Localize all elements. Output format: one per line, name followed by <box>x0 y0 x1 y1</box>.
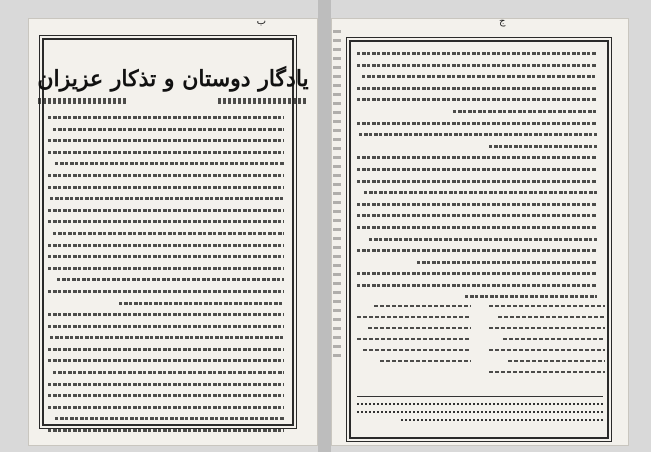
left-page-marker: ب <box>256 18 266 27</box>
text-line <box>48 379 284 391</box>
text-line <box>357 118 597 130</box>
text-line <box>357 199 597 211</box>
epigraph-right-scan <box>218 98 308 104</box>
epigraph-left-scan <box>38 98 128 104</box>
text-line <box>48 286 284 298</box>
text-line <box>357 94 597 106</box>
text-line <box>48 228 284 240</box>
text-line <box>48 274 284 286</box>
text-line <box>357 106 597 118</box>
left-body-text <box>48 112 284 437</box>
text-line <box>48 158 284 170</box>
text-line <box>48 205 284 217</box>
right-page-marker: ج <box>499 18 506 27</box>
text-line <box>48 367 284 379</box>
text-line <box>357 257 597 269</box>
text-line <box>48 298 284 310</box>
text-line <box>48 355 284 367</box>
text-line <box>357 268 597 280</box>
text-line <box>357 176 597 188</box>
text-line <box>357 152 597 164</box>
right-body-text <box>357 48 597 303</box>
text-line <box>357 60 597 72</box>
text-line <box>357 280 597 292</box>
left-page <box>28 18 318 446</box>
page-title: یادگار دوستان و تذکار عزیزان <box>37 66 309 92</box>
text-line <box>48 251 284 263</box>
text-line <box>357 187 597 199</box>
signature-block-left <box>357 301 471 367</box>
text-line <box>48 193 284 205</box>
text-line <box>48 240 284 252</box>
text-line <box>48 390 284 402</box>
epigraph <box>38 98 308 104</box>
footnote-rule <box>357 396 603 397</box>
text-line <box>357 222 597 234</box>
text-line <box>48 332 284 344</box>
right-page <box>331 18 629 446</box>
text-line <box>48 135 284 147</box>
footnote <box>357 400 603 426</box>
text-line <box>48 413 284 425</box>
text-line <box>48 216 284 228</box>
text-line <box>357 48 597 60</box>
margin-note <box>333 30 341 360</box>
text-line <box>48 309 284 321</box>
text-line <box>357 83 597 95</box>
text-line <box>48 182 284 194</box>
book-gutter <box>318 0 331 452</box>
text-line <box>48 344 284 356</box>
text-line <box>48 147 284 159</box>
text-line <box>48 124 284 136</box>
text-line <box>48 263 284 275</box>
text-line <box>357 164 597 176</box>
text-line <box>48 425 284 437</box>
text-line <box>48 321 284 333</box>
text-line <box>357 129 597 141</box>
text-line <box>48 170 284 182</box>
text-line <box>357 234 597 246</box>
text-line <box>357 71 597 83</box>
text-line <box>48 402 284 414</box>
text-line <box>357 141 597 153</box>
signature-block-right <box>489 301 605 378</box>
text-line <box>357 245 597 257</box>
text-line <box>357 210 597 222</box>
text-line <box>48 112 284 124</box>
